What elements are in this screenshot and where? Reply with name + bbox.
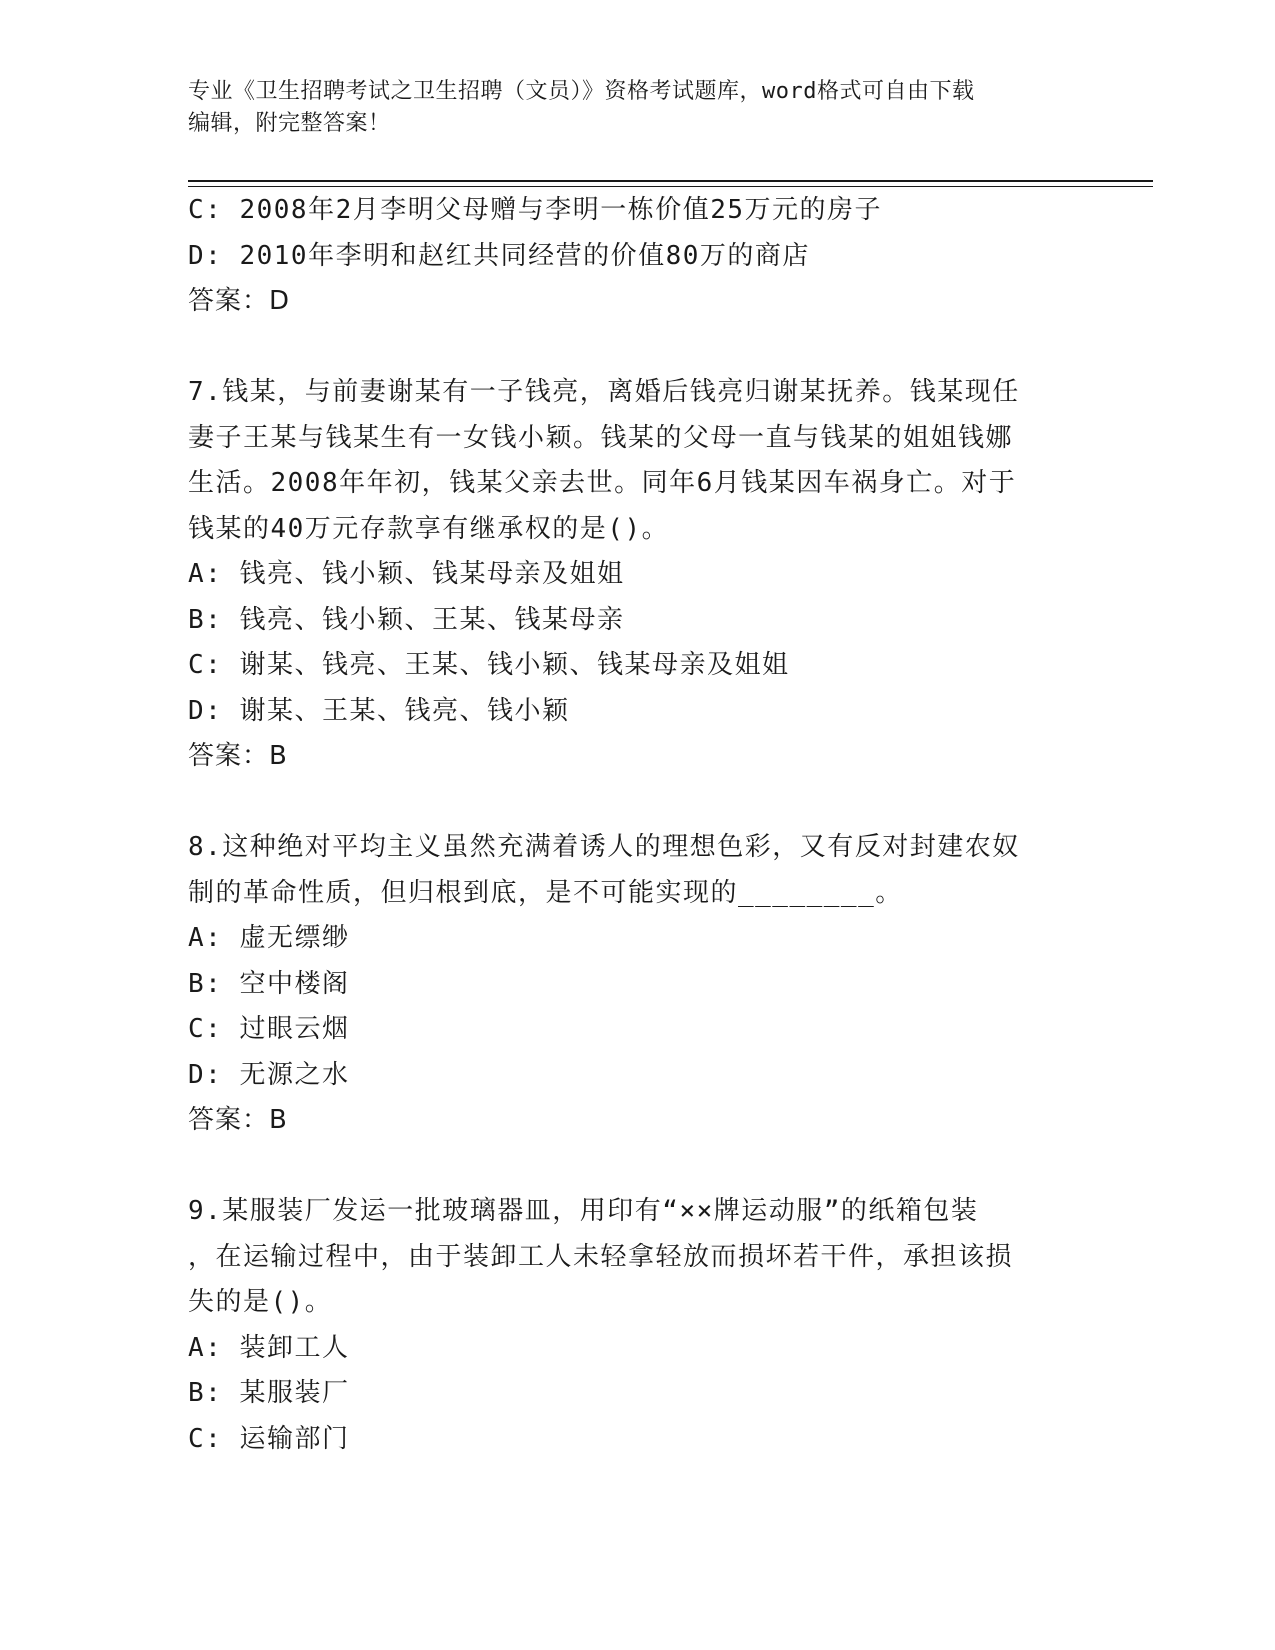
question-stem-line: 制的革命性质，但归根到底，是不可能实现的________。 (188, 877, 903, 908)
header-line-1: 专业《卫生招聘考试之卫生招聘（文员）》资格考试题库，word格式可自由下载 (188, 79, 975, 104)
option-a: A: 虚无缥缈 (188, 923, 350, 953)
question-stem-line: ，在运输过程中，由于装卸工人未轻拿轻放而损坏若干件，承担该损 (188, 1241, 1014, 1272)
question-stem-line: 9.某服装厂发运一批玻璃器皿，用印有“××牌运动服”的纸箱包装 (188, 1196, 979, 1226)
option-b: B: 某服装厂 (188, 1378, 350, 1408)
document-header (188, 76, 1068, 140)
question-6 (188, 188, 1068, 325)
option-b: B: 钱亮、钱小颖、王某、钱某母亲 (188, 604, 625, 635)
question-7 (188, 370, 1068, 780)
option-c: C: 过眼云烟 (188, 1014, 350, 1044)
document-body (188, 188, 1068, 1462)
option-d: D: 无源之水 (188, 1059, 350, 1090)
question-stem-line: 8.这种绝对平均主义虽然充满着诱人的理想色彩，又有反对封建农奴 (188, 832, 1020, 862)
question-stem-line: 生活。2008年年初，钱某父亲去世。同年6月钱某因车祸身亡。对于 (188, 468, 1017, 498)
question-stem-line: 妻子王某与钱某生有一女钱小颖。钱某的父母一直与钱某的姐姐钱娜 (188, 422, 1014, 453)
option-c: C: 运输部门 (188, 1423, 350, 1454)
question-stem-line: 7.钱某，与前妻谢某有一子钱亮，离婚后钱亮归谢某抚养。钱某现任 (188, 377, 1020, 407)
option-b: B: 空中楼阁 (188, 968, 350, 999)
option-c: C: 2008年2月李明父母赠与李明一栋价值25万元的房子 (188, 195, 883, 225)
header-rule-thick (188, 180, 1153, 182)
header-rule-thin (188, 186, 1153, 187)
question-8 (188, 825, 1068, 1144)
answer: 答案：B (188, 741, 288, 771)
question-stem-line: 失的是()。 (188, 1287, 333, 1317)
option-a: A: 装卸工人 (188, 1332, 350, 1363)
answer: 答案：D (188, 286, 291, 316)
question-stem-line: 钱某的40万元存款享有继承权的是()。 (188, 513, 670, 544)
option-c: C: 谢某、钱亮、王某、钱小颖、钱某母亲及姐姐 (188, 650, 790, 680)
header-line-2: 编辑，附完整答案！ (188, 111, 391, 136)
question-9 (188, 1189, 1068, 1462)
answer: 答案：B (188, 1105, 288, 1135)
option-a: A: 钱亮、钱小颖、钱某母亲及姐姐 (188, 559, 625, 589)
option-d: D: 谢某、王某、钱亮、钱小颖 (188, 695, 570, 726)
option-d: D: 2010年李明和赵红共同经营的价值80万的商店 (188, 240, 810, 271)
